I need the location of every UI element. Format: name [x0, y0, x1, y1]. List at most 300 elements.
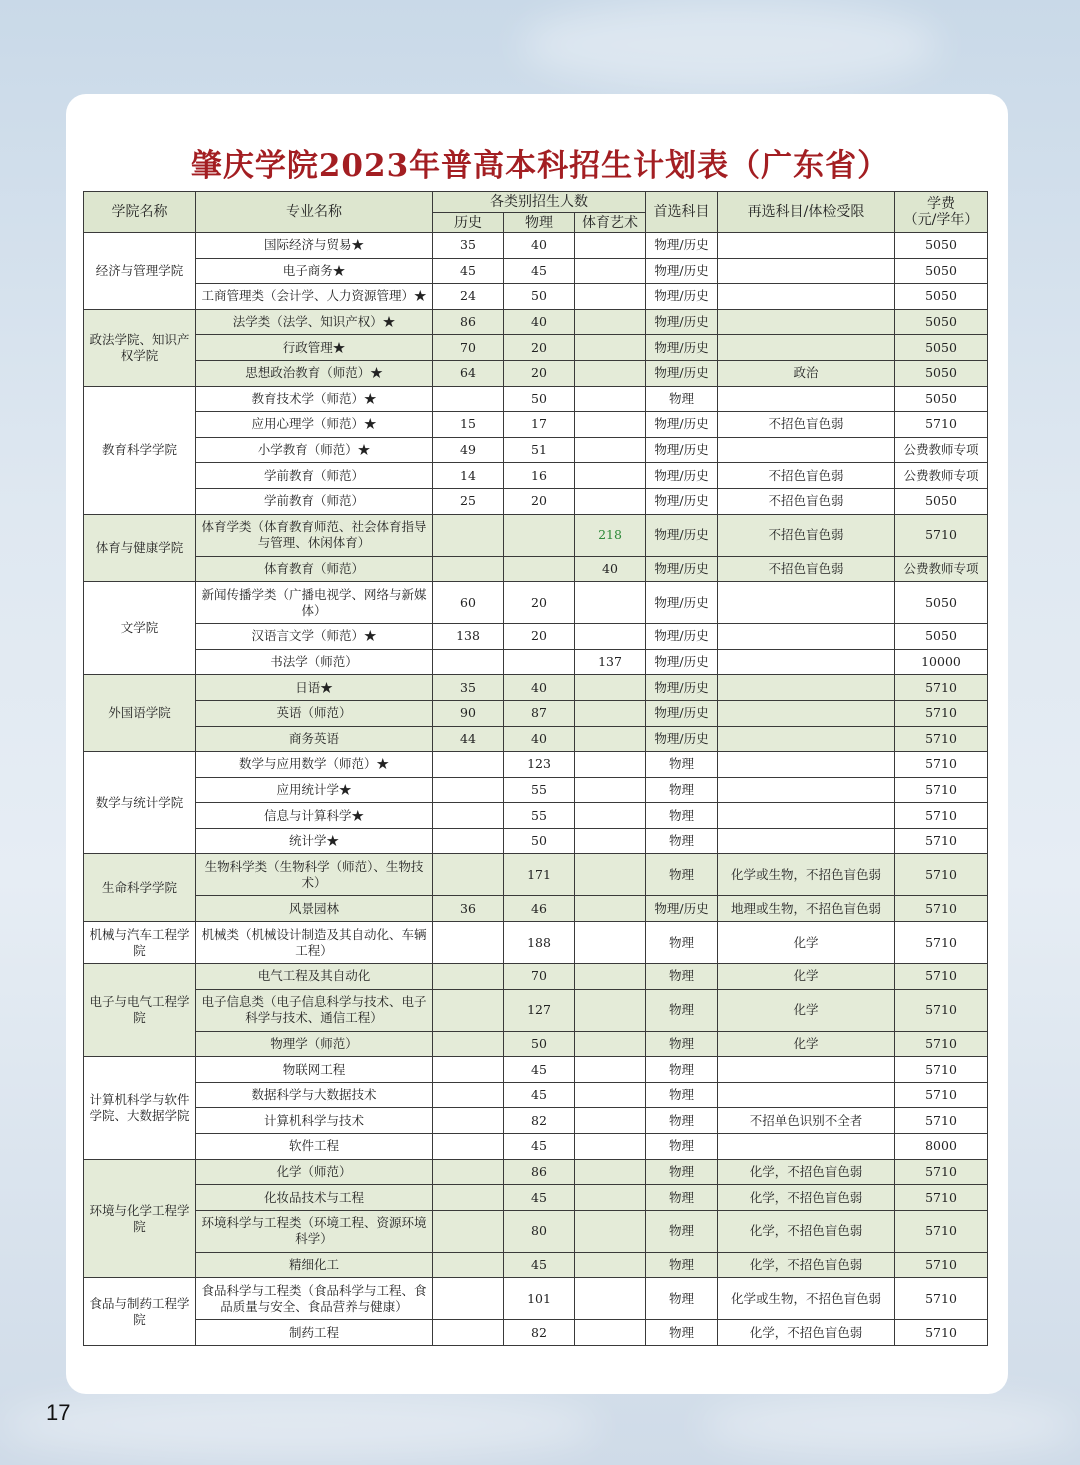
reselect-cell: 不招色盲色弱	[718, 488, 895, 514]
physics-count-cell: 70	[504, 964, 575, 990]
tuition-cell: 5710	[895, 675, 988, 701]
sports-art-count-cell	[575, 335, 646, 361]
tuition-cell: 5710	[895, 828, 988, 854]
table-row	[84, 284, 988, 310]
major-name-cell: 国际经济与贸易★	[196, 233, 433, 259]
first-subject-cell: 物理	[646, 752, 718, 778]
major-name-cell: 生物科学类（生物科学（师范）、生物技术）	[196, 854, 433, 896]
major-name-cell: 软件工程	[196, 1134, 433, 1160]
sports-art-count-cell	[575, 360, 646, 386]
table-row	[84, 803, 988, 829]
tuition-cell: 公费教师专项	[895, 556, 988, 582]
physics-count-cell: 171	[504, 854, 575, 896]
college-name-cell: 计算机科学与软件学院、大数据学院	[84, 1057, 196, 1159]
sports-art-count-cell	[575, 1057, 646, 1083]
reselect-cell: 化学，不招色盲色弱	[718, 1185, 895, 1211]
table-row	[84, 582, 988, 624]
reselect-cell	[718, 777, 895, 803]
history-count-cell	[433, 989, 504, 1031]
reselect-cell: 不招色盲色弱	[718, 463, 895, 489]
reselect-cell: 不招色盲色弱	[718, 556, 895, 582]
history-count-cell: 90	[433, 700, 504, 726]
major-name-cell: 化学（师范）	[196, 1159, 433, 1185]
first-subject-cell: 物理/历史	[646, 233, 718, 259]
college-name-cell: 电子与电气工程学院	[84, 964, 196, 1057]
history-count-cell: 70	[433, 335, 504, 361]
tuition-cell: 5710	[895, 803, 988, 829]
tuition-cell: 5710	[895, 1210, 988, 1252]
history-count-cell	[433, 777, 504, 803]
physics-count-cell: 45	[504, 1185, 575, 1211]
reselect-cell: 化学	[718, 922, 895, 964]
reselect-cell: 化学，不招色盲色弱	[718, 1210, 895, 1252]
major-name-cell: 物理学（师范）	[196, 1031, 433, 1057]
header-major: 专业名称	[196, 192, 433, 233]
tuition-cell: 5710	[895, 964, 988, 990]
sports-art-count-cell	[575, 1159, 646, 1185]
major-name-cell: 数学与应用数学（师范）★	[196, 752, 433, 778]
history-count-cell: 64	[433, 360, 504, 386]
sports-art-count-cell	[575, 896, 646, 922]
history-count-cell	[433, 514, 504, 556]
sports-art-count-cell	[575, 1031, 646, 1057]
first-subject-cell: 物理/历史	[646, 258, 718, 284]
physics-count-cell: 82	[504, 1320, 575, 1346]
header-first-subject: 首选科目	[646, 192, 718, 233]
first-subject-cell: 物理/历史	[646, 284, 718, 310]
first-subject-cell: 物理/历史	[646, 896, 718, 922]
history-count-cell: 44	[433, 726, 504, 752]
table-row	[84, 1134, 988, 1160]
sports-art-count-cell	[575, 309, 646, 335]
physics-count-cell: 20	[504, 582, 575, 624]
sports-art-count-cell	[575, 624, 646, 650]
reselect-cell	[718, 828, 895, 854]
major-name-cell: 英语（师范）	[196, 700, 433, 726]
table-row	[84, 1320, 988, 1346]
sports-art-count-cell	[575, 700, 646, 726]
table-row	[84, 1252, 988, 1278]
table-row	[84, 360, 988, 386]
history-count-cell	[433, 649, 504, 675]
history-count-cell	[433, 752, 504, 778]
reselect-cell	[718, 726, 895, 752]
first-subject-cell: 物理/历史	[646, 514, 718, 556]
major-name-cell: 电子商务★	[196, 258, 433, 284]
reselect-cell	[718, 386, 895, 412]
table-row	[84, 1031, 988, 1057]
major-name-cell: 教育技术学（师范）★	[196, 386, 433, 412]
tuition-cell: 5050	[895, 386, 988, 412]
history-count-cell	[433, 854, 504, 896]
tuition-cell: 5050	[895, 582, 988, 624]
tuition-cell: 5710	[895, 1031, 988, 1057]
reselect-cell: 政治	[718, 360, 895, 386]
sports-art-count-cell	[575, 488, 646, 514]
physics-count-cell: 55	[504, 777, 575, 803]
physics-count-cell: 50	[504, 828, 575, 854]
table-row	[84, 1057, 988, 1083]
table-row	[84, 258, 988, 284]
tuition-cell: 10000	[895, 649, 988, 675]
college-name-cell: 数学与统计学院	[84, 752, 196, 854]
major-name-cell: 小学教育（师范）★	[196, 437, 433, 463]
major-name-cell: 应用心理学（师范）★	[196, 412, 433, 438]
physics-count-cell: 123	[504, 752, 575, 778]
tuition-cell: 8000	[895, 1134, 988, 1160]
sports-art-count-cell	[575, 803, 646, 829]
first-subject-cell: 物理	[646, 1185, 718, 1211]
first-subject-cell: 物理/历史	[646, 309, 718, 335]
major-name-cell: 商务英语	[196, 726, 433, 752]
sports-art-count-cell	[575, 828, 646, 854]
page-title: 肇庆学院2023年普高本科招生计划表（广东省）	[190, 148, 890, 184]
tuition-cell: 5050	[895, 233, 988, 259]
physics-count-cell: 20	[504, 360, 575, 386]
major-name-cell: 学前教育（师范）	[196, 463, 433, 489]
major-name-cell: 食品科学与工程类（食品科学与工程、食品质量与安全、食品营养与健康）	[196, 1278, 433, 1320]
physics-count-cell: 188	[504, 922, 575, 964]
tuition-cell: 5710	[895, 700, 988, 726]
table-row	[84, 1185, 988, 1211]
sports-art-count-cell	[575, 1210, 646, 1252]
college-name-cell: 机械与汽车工程学院	[84, 922, 196, 964]
reselect-cell: 不招色盲色弱	[718, 514, 895, 556]
header-college: 学院名称	[84, 192, 196, 233]
reselect-cell: 化学，不招色盲色弱	[718, 1159, 895, 1185]
history-count-cell	[433, 1320, 504, 1346]
reselect-cell	[718, 700, 895, 726]
table-row	[84, 828, 988, 854]
reselect-cell: 化学，不招色盲色弱	[718, 1320, 895, 1346]
tuition-cell: 5710	[895, 1159, 988, 1185]
physics-count-cell: 45	[504, 1082, 575, 1108]
sports-art-count-cell	[575, 437, 646, 463]
first-subject-cell: 物理/历史	[646, 463, 718, 489]
sports-art-count-cell: 40	[575, 556, 646, 582]
header-reselect: 再选科目/体检受限	[718, 192, 895, 233]
sports-art-count-cell: 218	[575, 514, 646, 556]
tuition-cell: 5710	[895, 1108, 988, 1134]
major-name-cell: 数据科学与大数据技术	[196, 1082, 433, 1108]
first-subject-cell: 物理/历史	[646, 649, 718, 675]
table-row	[84, 514, 988, 556]
history-count-cell	[433, 1082, 504, 1108]
reselect-cell: 化学，不招色盲色弱	[718, 1252, 895, 1278]
sports-art-count-cell	[575, 1252, 646, 1278]
major-name-cell: 风景园林	[196, 896, 433, 922]
college-name-cell: 经济与管理学院	[84, 233, 196, 310]
tuition-cell: 5050	[895, 258, 988, 284]
table-row	[84, 649, 988, 675]
first-subject-cell: 物理	[646, 1108, 718, 1134]
header-sports-art: 体育艺术	[575, 213, 646, 233]
reselect-cell: 地理或生物，不招色盲色弱	[718, 896, 895, 922]
major-name-cell: 物联网工程	[196, 1057, 433, 1083]
physics-count-cell: 20	[504, 335, 575, 361]
tuition-cell: 5710	[895, 1252, 988, 1278]
tuition-cell: 5050	[895, 284, 988, 310]
table-row	[84, 463, 988, 489]
first-subject-cell: 物理	[646, 989, 718, 1031]
physics-count-cell: 40	[504, 675, 575, 701]
history-count-cell: 86	[433, 309, 504, 335]
tuition-cell: 5710	[895, 922, 988, 964]
sports-art-count-cell	[575, 752, 646, 778]
table-row	[84, 488, 988, 514]
major-name-cell: 体育学类（体育教育师范、社会体育指导与管理、休闲体育）	[196, 514, 433, 556]
major-name-cell: 学前教育（师范）	[196, 488, 433, 514]
reselect-cell	[718, 335, 895, 361]
tuition-cell: 5710	[895, 989, 988, 1031]
reselect-cell	[718, 258, 895, 284]
major-name-cell: 法学类（法学、知识产权）★	[196, 309, 433, 335]
college-name-cell: 教育科学学院	[84, 386, 196, 514]
table-row	[84, 233, 988, 259]
first-subject-cell: 物理/历史	[646, 700, 718, 726]
first-subject-cell: 物理	[646, 1252, 718, 1278]
first-subject-cell: 物理/历史	[646, 556, 718, 582]
history-count-cell	[433, 1031, 504, 1057]
physics-count-cell: 51	[504, 437, 575, 463]
physics-count-cell: 40	[504, 726, 575, 752]
physics-count-cell: 46	[504, 896, 575, 922]
major-name-cell: 思想政治教育（师范）★	[196, 360, 433, 386]
table-body	[84, 233, 988, 1346]
history-count-cell	[433, 922, 504, 964]
major-name-cell: 化妆品技术与工程	[196, 1185, 433, 1211]
sports-art-count-cell	[575, 777, 646, 803]
first-subject-cell: 物理/历史	[646, 624, 718, 650]
header-tuition-line2: （元/学年）	[903, 212, 979, 228]
sports-art-count-cell	[575, 1278, 646, 1320]
major-name-cell: 计算机科学与技术	[196, 1108, 433, 1134]
physics-count-cell: 45	[504, 258, 575, 284]
first-subject-cell: 物理	[646, 1159, 718, 1185]
header-tuition	[895, 192, 988, 233]
sports-art-count-cell	[575, 1185, 646, 1211]
physics-count-cell	[504, 514, 575, 556]
first-subject-cell: 物理/历史	[646, 335, 718, 361]
tuition-cell: 5710	[895, 412, 988, 438]
history-count-cell: 25	[433, 488, 504, 514]
first-subject-cell: 物理	[646, 1082, 718, 1108]
first-subject-cell: 物理/历史	[646, 726, 718, 752]
history-count-cell	[433, 964, 504, 990]
sports-art-count-cell	[575, 964, 646, 990]
history-count-cell: 36	[433, 896, 504, 922]
physics-count-cell: 86	[504, 1159, 575, 1185]
sports-art-count-cell	[575, 726, 646, 752]
physics-count-cell: 40	[504, 309, 575, 335]
tuition-cell: 5050	[895, 488, 988, 514]
sports-art-count-cell	[575, 1134, 646, 1160]
physics-count-cell: 127	[504, 989, 575, 1031]
major-name-cell: 新闻传播学类（广播电视学、网络与新媒体）	[196, 582, 433, 624]
physics-count-cell: 45	[504, 1057, 575, 1083]
first-subject-cell: 物理	[646, 854, 718, 896]
physics-count-cell: 20	[504, 624, 575, 650]
sports-art-count-cell	[575, 922, 646, 964]
table-row	[84, 777, 988, 803]
header-row	[84, 192, 988, 213]
major-name-cell: 制药工程	[196, 1320, 433, 1346]
first-subject-cell: 物理/历史	[646, 675, 718, 701]
first-subject-cell: 物理	[646, 922, 718, 964]
college-name-cell: 外国语学院	[84, 675, 196, 752]
header-quota-group: 各类别招生人数	[433, 192, 646, 213]
sports-art-count-cell	[575, 284, 646, 310]
major-name-cell: 统计学★	[196, 828, 433, 854]
table-row	[84, 675, 988, 701]
major-name-cell: 机械类（机械设计制造及其自动化、车辆工程）	[196, 922, 433, 964]
sports-art-count-cell	[575, 1108, 646, 1134]
major-name-cell: 环境科学与工程类（环境工程、资源环境科学）	[196, 1210, 433, 1252]
first-subject-cell: 物理/历史	[646, 437, 718, 463]
first-subject-cell: 物理	[646, 1210, 718, 1252]
tuition-cell: 5710	[895, 752, 988, 778]
table-row	[84, 1278, 988, 1320]
sports-art-count-cell: 137	[575, 649, 646, 675]
reselect-cell	[718, 675, 895, 701]
first-subject-cell: 物理	[646, 1031, 718, 1057]
history-count-cell	[433, 1159, 504, 1185]
reselect-cell: 化学	[718, 964, 895, 990]
tuition-cell: 公费教师专项	[895, 437, 988, 463]
physics-count-cell: 50	[504, 386, 575, 412]
table-row	[84, 1210, 988, 1252]
college-name-cell: 食品与制药工程学院	[84, 1278, 196, 1346]
table-row	[84, 386, 988, 412]
reselect-cell	[718, 309, 895, 335]
physics-count-cell: 45	[504, 1134, 575, 1160]
first-subject-cell: 物理/历史	[646, 488, 718, 514]
table-row	[84, 752, 988, 778]
physics-count-cell: 80	[504, 1210, 575, 1252]
physics-count-cell: 50	[504, 284, 575, 310]
reselect-cell	[718, 624, 895, 650]
table-row	[84, 1108, 988, 1134]
college-name-cell: 政法学院、知识产权学院	[84, 309, 196, 386]
physics-count-cell	[504, 649, 575, 675]
table-row	[84, 964, 988, 990]
history-count-cell	[433, 1252, 504, 1278]
history-count-cell: 138	[433, 624, 504, 650]
tuition-cell: 公费教师专项	[895, 463, 988, 489]
sports-art-count-cell	[575, 1082, 646, 1108]
major-name-cell: 体育教育（师范）	[196, 556, 433, 582]
first-subject-cell: 物理	[646, 386, 718, 412]
background-cloud	[700, 1395, 1080, 1455]
first-subject-cell: 物理	[646, 1134, 718, 1160]
sports-art-count-cell	[575, 233, 646, 259]
major-name-cell: 电子信息类（电子信息科学与技术、电子科学与技术、通信工程）	[196, 989, 433, 1031]
major-name-cell: 行政管理★	[196, 335, 433, 361]
major-name-cell: 日语★	[196, 675, 433, 701]
first-subject-cell: 物理	[646, 1320, 718, 1346]
history-count-cell	[433, 1278, 504, 1320]
reselect-cell: 不招单色识别不全者	[718, 1108, 895, 1134]
tuition-cell: 5710	[895, 854, 988, 896]
first-subject-cell: 物理/历史	[646, 582, 718, 624]
tuition-cell: 5710	[895, 1082, 988, 1108]
tuition-cell: 5050	[895, 335, 988, 361]
first-subject-cell: 物理	[646, 1057, 718, 1083]
table-row	[84, 922, 988, 964]
first-subject-cell: 物理	[646, 1278, 718, 1320]
reselect-cell: 化学	[718, 989, 895, 1031]
history-count-cell	[433, 1210, 504, 1252]
major-name-cell: 信息与计算科学★	[196, 803, 433, 829]
tuition-cell: 5710	[895, 1320, 988, 1346]
table-row	[84, 335, 988, 361]
reselect-cell	[718, 1057, 895, 1083]
history-count-cell	[433, 1134, 504, 1160]
history-count-cell: 35	[433, 675, 504, 701]
major-name-cell: 工商管理类（会计学、人力资源管理）★	[196, 284, 433, 310]
first-subject-cell: 物理	[646, 964, 718, 990]
history-count-cell: 60	[433, 582, 504, 624]
tuition-cell: 5710	[895, 726, 988, 752]
tuition-cell: 5710	[895, 1057, 988, 1083]
history-count-cell	[433, 803, 504, 829]
table-row	[84, 556, 988, 582]
reselect-cell: 化学或生物，不招色盲色弱	[718, 854, 895, 896]
college-name-cell: 生命科学学院	[84, 854, 196, 922]
table-row	[84, 726, 988, 752]
tuition-cell: 5710	[895, 514, 988, 556]
history-count-cell	[433, 1057, 504, 1083]
table-row	[84, 1082, 988, 1108]
reselect-cell	[718, 649, 895, 675]
enrollment-plan-table	[83, 191, 988, 1346]
sports-art-count-cell	[575, 463, 646, 489]
background-cloud	[0, 1390, 600, 1460]
background-cloud	[520, 0, 940, 90]
history-count-cell: 14	[433, 463, 504, 489]
reselect-cell	[718, 1134, 895, 1160]
header-tuition-line1: 学费	[927, 196, 955, 212]
table-row	[84, 309, 988, 335]
page-number: 17	[46, 1400, 71, 1425]
first-subject-cell: 物理	[646, 828, 718, 854]
history-count-cell	[433, 386, 504, 412]
sports-art-count-cell	[575, 1320, 646, 1346]
table-row	[84, 700, 988, 726]
sports-art-count-cell	[575, 386, 646, 412]
college-name-cell: 体育与健康学院	[84, 514, 196, 582]
reselect-cell: 化学或生物，不招色盲色弱	[718, 1278, 895, 1320]
history-count-cell	[433, 556, 504, 582]
tuition-cell: 5710	[895, 1278, 988, 1320]
history-count-cell	[433, 828, 504, 854]
table-row	[84, 437, 988, 463]
history-count-cell: 49	[433, 437, 504, 463]
reselect-cell	[718, 233, 895, 259]
college-name-cell: 环境与化学工程学院	[84, 1159, 196, 1278]
header-history: 历史	[433, 213, 504, 233]
major-name-cell: 汉语言文学（师范）★	[196, 624, 433, 650]
physics-count-cell: 55	[504, 803, 575, 829]
sports-art-count-cell	[575, 675, 646, 701]
tuition-cell: 5050	[895, 309, 988, 335]
reselect-cell: 化学	[718, 1031, 895, 1057]
physics-count-cell: 82	[504, 1108, 575, 1134]
major-name-cell: 书法学（师范）	[196, 649, 433, 675]
reselect-cell: 不招色盲色弱	[718, 412, 895, 438]
history-count-cell	[433, 1108, 504, 1134]
header-physics: 物理	[504, 213, 575, 233]
